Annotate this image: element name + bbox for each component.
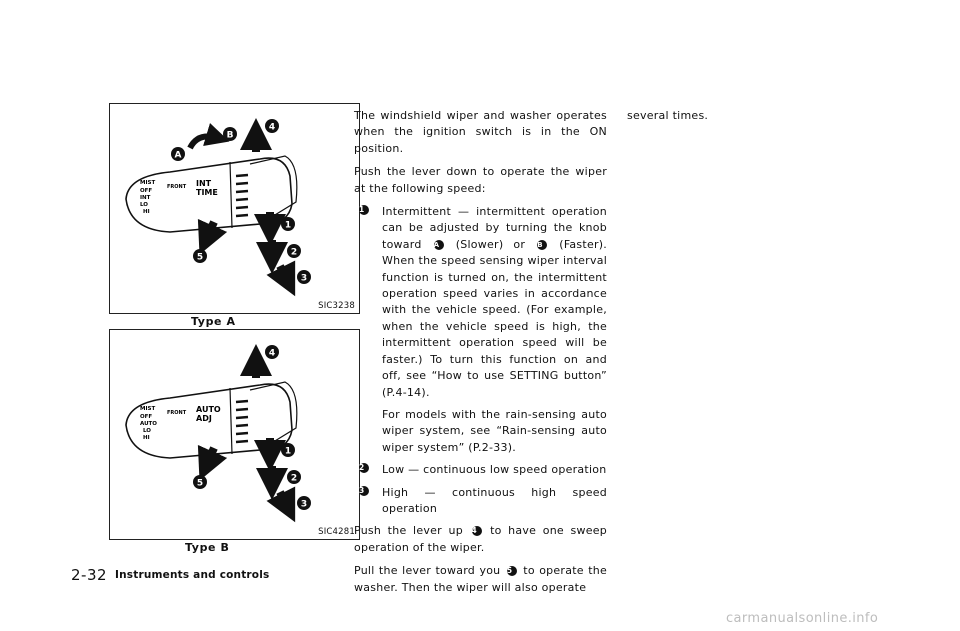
body-text-column bbox=[354, 108, 607, 603]
knob-label-auto: AUTO bbox=[196, 405, 221, 414]
marker-2: 2 bbox=[290, 247, 298, 258]
front-label: FRONT bbox=[167, 410, 187, 416]
marker-3: 3 bbox=[300, 499, 308, 510]
pull-part: to operate the washer. Then the wiper will also operate bbox=[354, 564, 607, 594]
wiper-lever-illustration-b bbox=[110, 330, 361, 541]
item-1-part: Intermittent — intermittent operation can be adjusted by turning the knob toward bbox=[382, 205, 607, 251]
marker-1: 1 bbox=[284, 220, 292, 231]
marker-3: 3 bbox=[300, 273, 308, 284]
section-title: Instruments and controls bbox=[115, 569, 270, 581]
item-2-text: Low — continuous low speed operation bbox=[382, 463, 607, 477]
lever-label-off: OFF bbox=[140, 188, 153, 194]
lever-label-int: INT bbox=[140, 195, 151, 201]
lever-label-mist: MIST bbox=[140, 406, 156, 412]
push-down-paragraph: Push the lever down to operate the wiper at the following speed: bbox=[354, 165, 607, 195]
marker-5-inline: 5 bbox=[507, 566, 517, 576]
item-number-marker: 2 bbox=[359, 463, 369, 473]
item-number-marker: 1 bbox=[359, 205, 369, 215]
push-up-part: Push the lever up bbox=[354, 524, 463, 538]
lever-label-lo: LO bbox=[140, 202, 148, 208]
marker-b-inline: B bbox=[537, 240, 547, 250]
figure-type-a bbox=[109, 103, 360, 314]
item-1-part: (Slower) or bbox=[455, 237, 526, 251]
lever-label-auto: AUTO bbox=[140, 421, 157, 427]
page-number: 2-32 bbox=[71, 566, 108, 584]
knob-label-time: TIME bbox=[196, 188, 218, 197]
item-3-text: High — continuous high speed operation bbox=[382, 485, 607, 515]
figure-caption: Type B bbox=[185, 541, 230, 554]
lever-label-lo: LO bbox=[143, 428, 151, 434]
push-up-paragraph bbox=[354, 523, 607, 556]
marker-4-inline: 4 bbox=[472, 526, 482, 536]
lever-label-hi: HI bbox=[143, 435, 150, 441]
item-number-marker: 3 bbox=[359, 486, 369, 496]
lever-label-off: OFF bbox=[140, 414, 153, 420]
marker-2: 2 bbox=[290, 473, 298, 484]
item-1-text bbox=[382, 204, 607, 401]
figure-code: SIC3238 bbox=[318, 301, 355, 311]
marker-a: A bbox=[174, 150, 182, 161]
front-label: FRONT bbox=[167, 184, 187, 190]
pull-paragraph bbox=[354, 563, 607, 596]
figure-code: SIC4281 bbox=[318, 527, 355, 537]
knob-label-int: INT bbox=[196, 179, 212, 188]
marker-4: 4 bbox=[268, 122, 276, 133]
marker-1: 1 bbox=[284, 446, 292, 457]
intro-paragraph: The windshield wiper and washer operates when the ignition switch is in the ON position. bbox=[354, 109, 607, 155]
lever-label-hi: HI bbox=[143, 209, 150, 215]
watermark: carmanualsonline.info bbox=[726, 611, 879, 626]
marker-a-inline: A bbox=[434, 240, 444, 250]
list-item bbox=[354, 462, 607, 478]
marker-5: 5 bbox=[196, 252, 204, 263]
wiper-lever-illustration-a bbox=[110, 104, 361, 315]
body-text-column-right bbox=[627, 108, 747, 131]
list-item bbox=[354, 204, 607, 456]
item-1-rain-sensing-note: For models with the rain-sensing auto wiper system, see “Rain-sensing auto wiper system” (P.2-33). bbox=[382, 407, 607, 454]
push-up-part: to have one sweep operation of the wiper. bbox=[354, 524, 607, 554]
figure-type-b bbox=[109, 329, 360, 540]
marker-5: 5 bbox=[196, 478, 204, 489]
list-item bbox=[354, 485, 607, 518]
knob-label-adj: ADJ bbox=[196, 414, 212, 423]
item-1-part: (Faster). When the speed sensing wiper interval function is turned on, the intermittent operation speed varies in accordance with the vehicle speed. (For example, when the vehicle speed is high, the intermittent operation speed will be faster.) To turn this function on and off, see “How to use SETTING button” (P.4-14). bbox=[382, 237, 608, 399]
pull-part: Pull the lever toward you bbox=[354, 564, 501, 578]
marker-4: 4 bbox=[268, 348, 276, 359]
figure-caption: Type A bbox=[191, 315, 236, 328]
continued-text: several times. bbox=[627, 109, 709, 122]
lever-label-mist: MIST bbox=[140, 180, 156, 186]
marker-b: B bbox=[226, 130, 234, 141]
